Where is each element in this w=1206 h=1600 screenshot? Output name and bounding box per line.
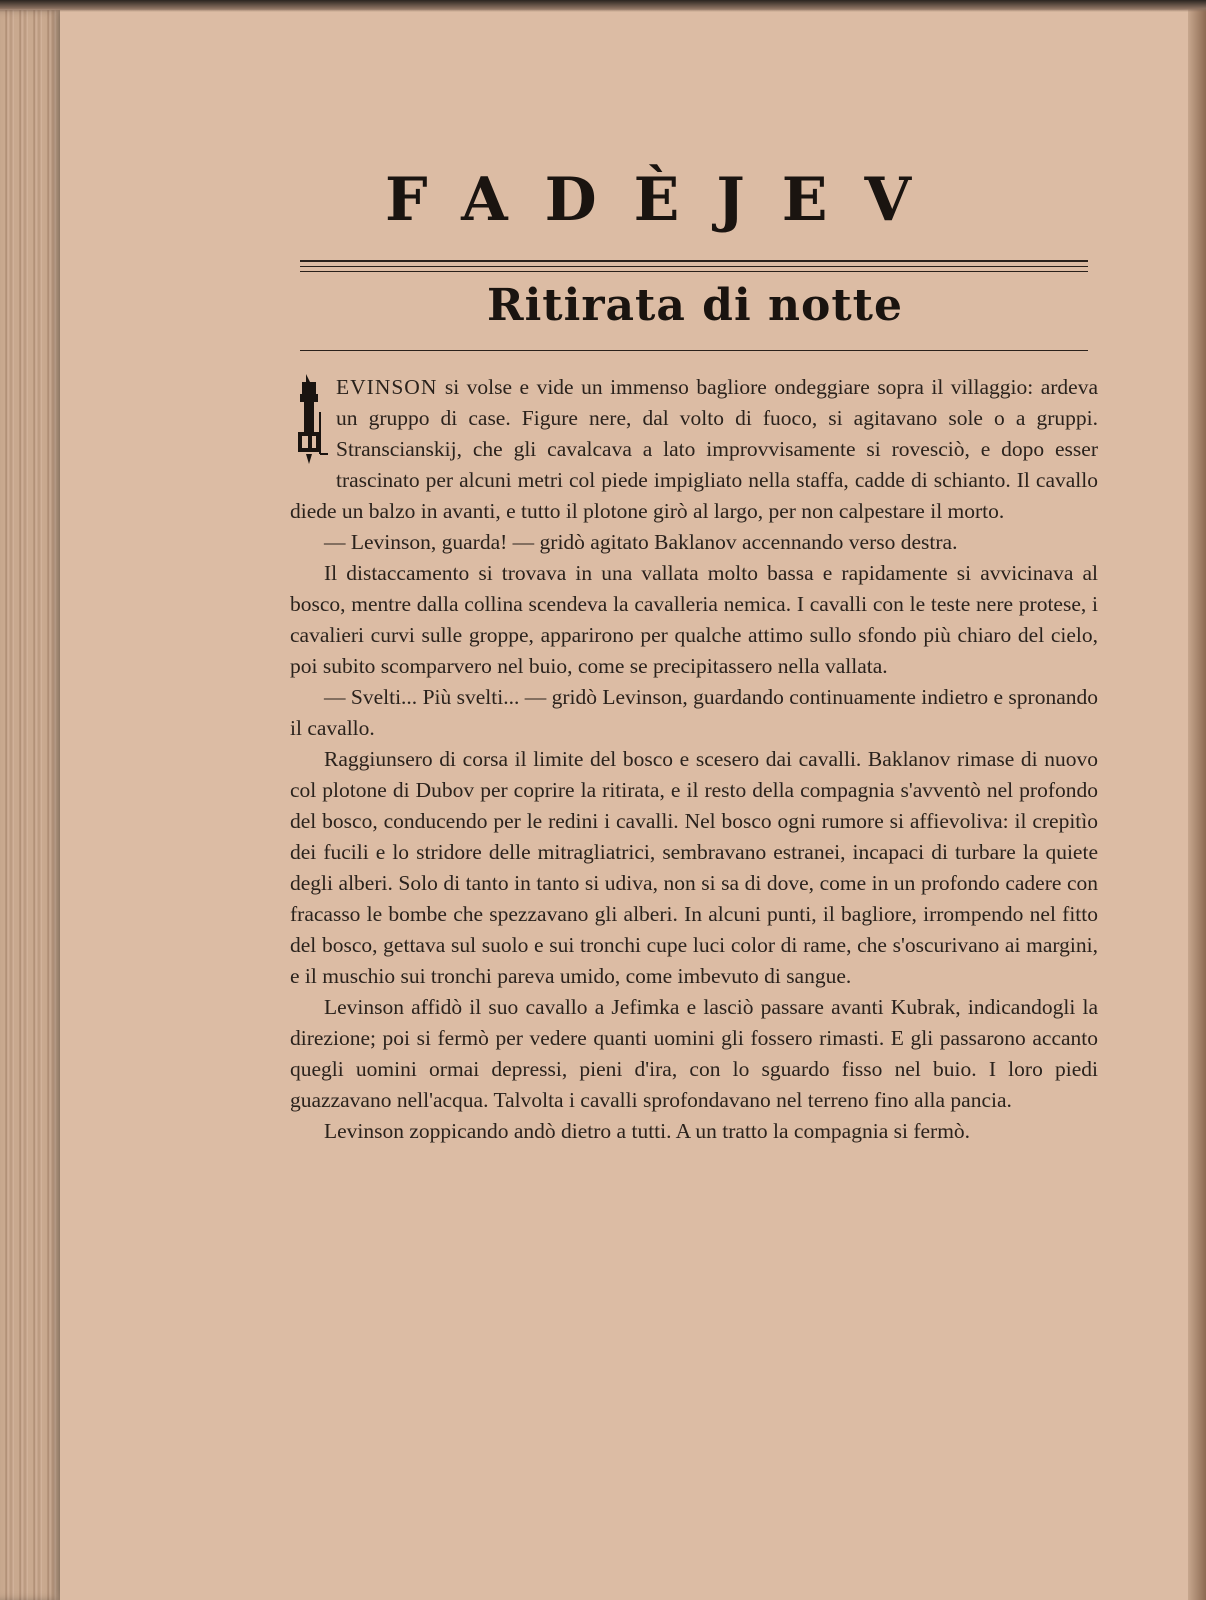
paragraph-6: Levinson affidò il suo cavallo a Jefimka e lasciò passare avanti Kubrak, indicandogli la direzione; poi si fermò per vedere quanti uomini gli fossero rimasti. E gli passarono accanto quegli uomini ormai depressi, pieni d'ira, con lo sguardo fisso nel buio. I loro piedi guazzavano nell'acqua. Talvolta i cavalli sprofondavano nel terreno fino alla pancia. bbox=[290, 995, 1098, 1112]
top-shadow bbox=[0, 0, 1206, 12]
chapter-title: Ritirata di notte bbox=[487, 280, 903, 331]
title-rule-top-3 bbox=[300, 271, 1088, 272]
author-heading: FADÈJEV bbox=[385, 165, 949, 235]
page-stack-edges bbox=[0, 10, 66, 1600]
title-rule-top-1 bbox=[300, 260, 1088, 262]
paragraph-7: Levinson zoppicando andò dietro a tutti. A un tratto la compagnia si fermò. bbox=[324, 1119, 971, 1143]
dropcap bbox=[290, 372, 330, 468]
body-text bbox=[290, 372, 1098, 1147]
dropcap-letter: L bbox=[309, 427, 311, 428]
book-spine-edge bbox=[1188, 0, 1206, 1600]
title-rule-bottom bbox=[300, 350, 1088, 351]
dropcap-ornament bbox=[290, 372, 330, 468]
paragraph-2: — Levinson, guarda! — gridò agitato Baklanov accennando verso destra. bbox=[324, 530, 958, 554]
first-word-rest: EVINSON bbox=[336, 375, 438, 399]
paragraph-4: — Svelti... Più svelti... — gridò Levinson, guardando continuamente indietro e spronando il cavallo. bbox=[290, 685, 1098, 740]
paragraph-1 bbox=[290, 372, 1098, 527]
title-rule-top-2 bbox=[300, 266, 1088, 267]
paragraph-3: Il distaccamento si trovava in una vallata molto bassa e rapidamente si avvicinava al bosco, mentre dalla collina scendeva la cavalleria nemica. I cavalli con le teste nere protese, i cavalieri curvi sulle groppe, apparirono per qualche attimo sullo sfondo più chiaro del cielo, poi subito scomparvero nel buio, come se precipitassero nella vallata. bbox=[290, 561, 1098, 678]
paragraph-5: Raggiunsero di corsa il limite del bosco e scesero dai cavalli. Baklanov rimase di nuovo col plotone di Dubov per coprire la ritirata, e il resto della compagnia s'avventò nel profondo del bosco, conducendo per le redini i cavalli. Nel bosco ogni rumore si affievoliva: il crepitìo dei fucili e lo stridore delle mitragliatrici, sembravano estranei, incapaci di turbare la quiete degli alberi. Solo di tanto in tanto si udiva, non si sa di dove, come in un profondo cadere con fracasso le bombe che spezzavano gli alberi. In alcuni punti, il bagliore, irrompendo nel fitto del bosco, gettava sul suolo e sui tronchi cupe luci color di rame, che s'oscurivano ai margini, e il muschio sui tronchi pareva umido, come imbevuto di sangue. bbox=[290, 747, 1098, 988]
paragraph-1-text: si volse e vide un immenso bagliore ondeggiare sopra il villaggio: ardeva un gruppo di case. Figure nere, dal volto di fuoco, si agitavano sole o a gruppi. Stranscianskij, che gli cavalcava a lato improvvisamente si rovesciò, e dopo esser trascinato per alcuni metri col piede impigliato nella staffa, cadde di schianto. Il cavallo diede un balzo in avanti, e tutto il plotone girò al largo, per non calpestare il morto. bbox=[290, 375, 1098, 523]
